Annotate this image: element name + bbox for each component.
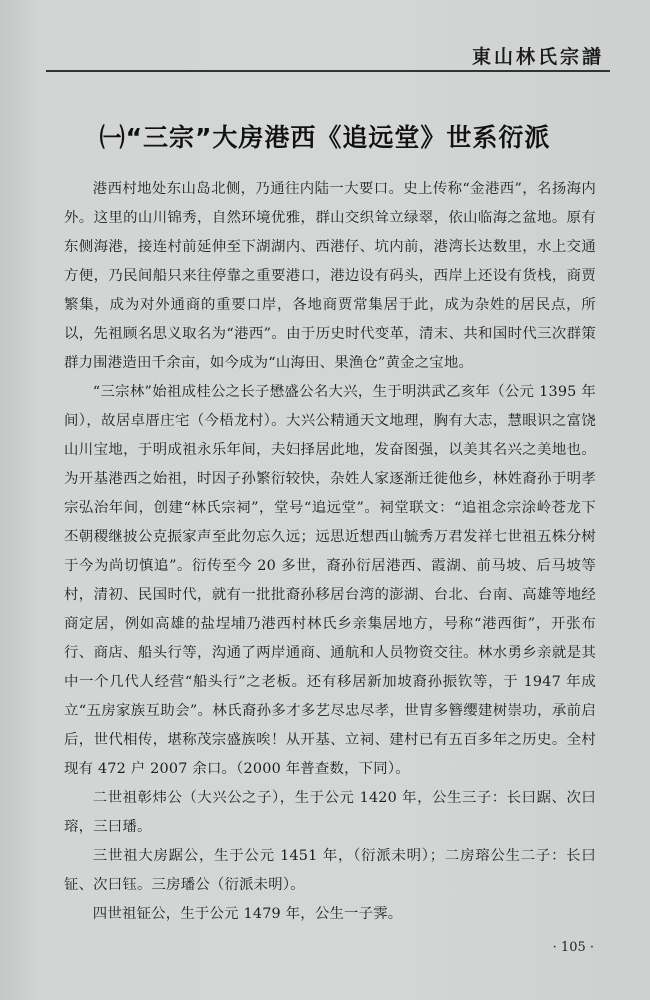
paragraph: 三世祖大房踞公，生于公元 1451 年，（衍派未明）；二房瑢公生二子：长曰钲、次曰钰。三房璠公（衍派未明）。 — [64, 848, 596, 893]
section-title: ㈠“三宗”大房港西《追远堂》世系衍派 — [99, 123, 551, 152]
header-rule — [46, 70, 610, 72]
running-head: 東山林氏宗譜 — [471, 46, 604, 68]
paragraph: 二世祖彰炜公（大兴公之子），生于公元 1420 年，公生三子：长曰踞、次曰瑢，三曰璠。 — [64, 790, 596, 835]
page-number: · 105 · — [552, 940, 594, 955]
paragraph: 港西村地处东山岛北侧，乃通往内陆一大要口。史上传称“金港西”，名扬海内外。这里的山川锦秀，自然环境优雅，群山交织耸立绿翠，依山临海之盆地。原有东侧海港，接连村前延伸至下湖湖内、西港仔、坑内前，港湾长达数里，水上交通方便，乃民间船只来往停靠之重要港口，港边设有码头，西岸上还设有货栈，商贾繁集，成为对外通商的重要口岸，各地商贾常集居于此，成为杂姓的居民点，所以，先祖顾名思义取名为“港西”。由于历史时代变革，清末、共和国时代三次群策群力围港造田千余亩，如今成为“山海田、果渔仓”黄金之宝地。 — [64, 181, 596, 371]
paragraph: 四世祖钲公，生于公元 1479 年，公生一子霁。 — [92, 906, 403, 922]
paragraph: “三宗林”始祖成桂公之长子懋盛公名大兴，生于明洪武乙亥年（公元 1395 年间），故居卓厝庄宅（今梧龙村）。大兴公精通天文地理，胸有大志，慧眼识之富饶山川宝地，于明成祖永乐年间，夫妇择居此地，发奋图强，以美其名兴之美地也。为开基港西之始祖，时因子孙繁衍较快，杂姓人家逐渐迁徙他乡，林姓裔孙于明孝宗弘治年间，创建“林氏宗祠”，堂号“追远堂”。祠堂联文：“追祖念宗涂岭苍龙下丕朝稷继披公克振家声至此勿忘久远；远思近想西山毓秀万君发祥七世祖五株分树于今为尚切慎追”。衍传至今 20 多世，裔孙衍居港西、霞湖、前马坡、后马坡等村，清初、民国时代，就有一批批裔孙移居台湾的澎湖、台北、台南、高雄等地经商定居，例如高雄的盐埕埔乃港西村林氏乡亲集居地方，号称“港西街”，开张布行、商店、船头行等，沟通了两岸通商、通航和人员物资交往。林水勇乡亲就是其中一个几代人经营“船头行”之老板。还有移居新加坡裔孙振钦等，于 1947 年成立“五房家族互助会”。林氏裔孙多才多艺尽忠尽孝，世胄多簪缨建树崇功，承前启后，世代相传，堪称茂宗盛族唉！从开基、立祠、建村已有五百多年之历史。全村现有 472 户 2007 余口。（2000 年普查数，下同）。 — [64, 384, 596, 777]
body-text — [64, 175, 596, 929]
